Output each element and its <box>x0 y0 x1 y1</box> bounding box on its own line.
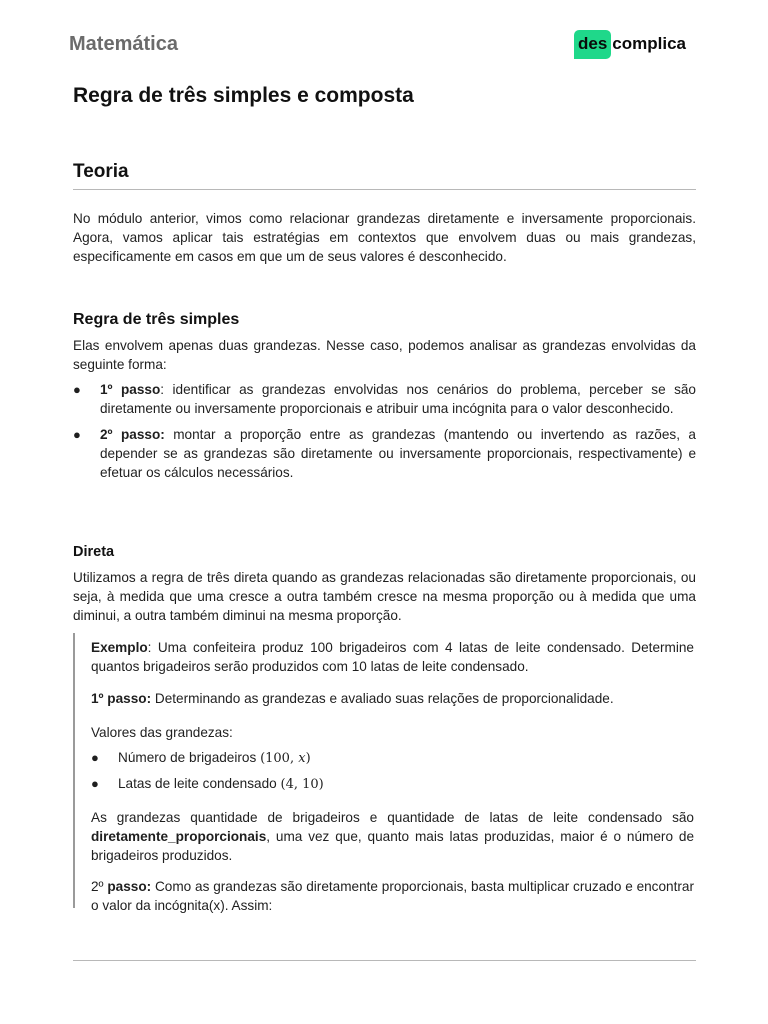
logo-wordmark: complica <box>612 34 686 53</box>
example-step-1-label: 1º passo: <box>91 691 152 706</box>
bullet-icon: ● <box>91 750 99 765</box>
math-expression: (100, x) <box>260 751 311 766</box>
page-header <box>0 0 768 70</box>
values-label: Valores das grandezas: <box>91 725 233 740</box>
subject-title: Matemática <box>69 33 178 55</box>
example-step-1 <box>91 689 694 708</box>
value-item-label: Número de brigadeiros <box>118 750 261 765</box>
math-expression: (4, 10) <box>280 777 324 792</box>
direct-text: Utilizamos a regra de três direta quando as grandezas relacionadas são diretamente proporcionais, ou seja, à medida que uma cresce a outra também cresce na mesma proporção ou à medida que uma diminui, a outra também diminui na mesma proporção. <box>73 570 696 623</box>
step-2-item <box>73 425 696 482</box>
example-quote-bar <box>73 633 75 908</box>
value-item-brigadeiros <box>91 748 311 768</box>
example-step-1-text: Determinando as grandezas e avaliado suas relações de proporcionalidade. <box>151 691 614 706</box>
relation-paragraph: As grandezas quantidade de brigadeiros e quantidade de latas de leite condensado são diretamente_proporcionais, uma vez que, quanto mais latas produzidas, maior é o número de brigadeiros produzidos. <box>91 810 694 863</box>
step-1-item <box>73 380 696 418</box>
footer-divider <box>73 960 696 961</box>
example-step-2: 2º passo: Como as grandezas são diretamente proporcionais, basta multiplicar cruzado e encontrar o valor da incógnita(x). Assim: <box>91 879 694 913</box>
direct-heading: Direta <box>73 544 115 560</box>
simple-rule-heading: Regra de três simples <box>73 311 240 328</box>
document-title: Regra de três simples e composta <box>73 84 414 107</box>
simple-rule-text: Elas envolvem apenas duas grandezas. Nesse caso, podemos analisar as grandezas envolvidas da seguinte forma: <box>73 338 696 372</box>
value-item-latas <box>91 774 324 794</box>
bullet-icon: ● <box>73 427 81 442</box>
step-1-text: : identificar as grandezas envolvidas nos cenários do problema, perceber se são diretamente ou inversamente proporcionais e atribuir uma incógnita para o valor desconhecido. <box>100 382 696 416</box>
section-title: Teoria <box>73 161 129 182</box>
value-item-label: Latas de leite condensado <box>118 776 281 791</box>
example-label: Exemplo <box>91 640 148 655</box>
bullet-icon: ● <box>91 776 99 791</box>
section-divider <box>73 189 696 190</box>
example-step-2-label: passo: <box>107 879 152 894</box>
descomplica-logo <box>574 28 686 60</box>
example-text: : Uma confeiteira produz 100 brigadeiros com 4 latas de leite condensado. Determine quantos brigadeiros serão produzidos com 10 latas de leite condensado. <box>91 640 694 674</box>
relation-bold: diretamente_proporcionais <box>91 829 267 844</box>
example-statement <box>91 638 694 676</box>
step-2-label: 2º passo: <box>100 427 165 442</box>
step-1-label: 1º passo <box>100 382 161 397</box>
example-step-2-text: Como as grandezas são diretamente proporcionais, basta multiplicar cruzado e encontrar o valor da incógnita(x). Assim: <box>91 879 694 913</box>
logo-badge: des <box>574 30 611 59</box>
intro-paragraph: No módulo anterior, vimos como relacionar grandezas diretamente e inversamente proporcionais. Agora, vamos aplicar tais estratégias em contextos que envolvem duas ou mais grandezas, especificamente em casos em que um de seus valores é desconhecido. <box>73 211 696 264</box>
step-2-text: montar a proporção entre as grandezas (mantendo ou invertendo as razões, a depender se as grandezas são diretamente ou inversamente proporcionais, respectivamente) e efetuar os cálculos necessários. <box>100 427 696 480</box>
bullet-icon: ● <box>73 382 81 397</box>
